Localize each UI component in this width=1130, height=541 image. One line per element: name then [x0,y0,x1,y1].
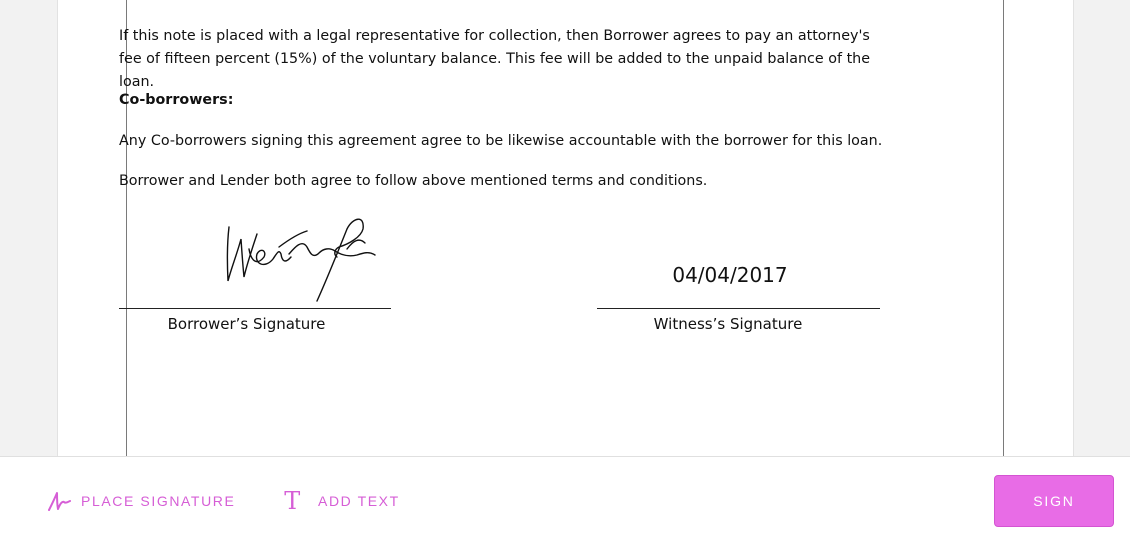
borrower-signature-line [119,308,391,309]
signature-pen-icon [46,488,72,514]
bottom-toolbar [0,456,1130,541]
coborrowers-heading: Co-borrowers: [119,92,234,108]
sign-button[interactable]: SIGN [994,475,1114,527]
borrower-signature-image[interactable] [167,209,377,304]
place-signature-label: PLACE SIGNATURE [81,493,236,509]
text-t-icon: T [284,487,302,515]
add-text-button[interactable] [280,485,400,517]
borrower-signature-label: Borrower’s Signature [167,315,326,333]
coborrowers-paragraph: Any Co-borrowers signing this agreement agree to be likewise accountable with the borrower for this loan. [119,133,883,149]
agreement-paragraph: Borrower and Lender both agree to follow above mentioned terms and conditions. [119,173,708,189]
page-border-right [1003,0,1004,456]
witness-date-text[interactable]: 04/04/2017 [672,263,788,287]
witness-signature-label: Witness’s Signature [653,315,803,333]
place-signature-button[interactable] [46,485,235,517]
add-text-label: ADD TEXT [318,493,400,509]
attorney-fee-paragraph: If this note is placed with a legal representative for collection, then Borrower agrees to pay an attorney's fee of fifteen percent (15%) of the voluntary balance. This fee will be added to the unpaid balance of the loan. [119,28,871,90]
witness-signature-line [597,308,880,309]
